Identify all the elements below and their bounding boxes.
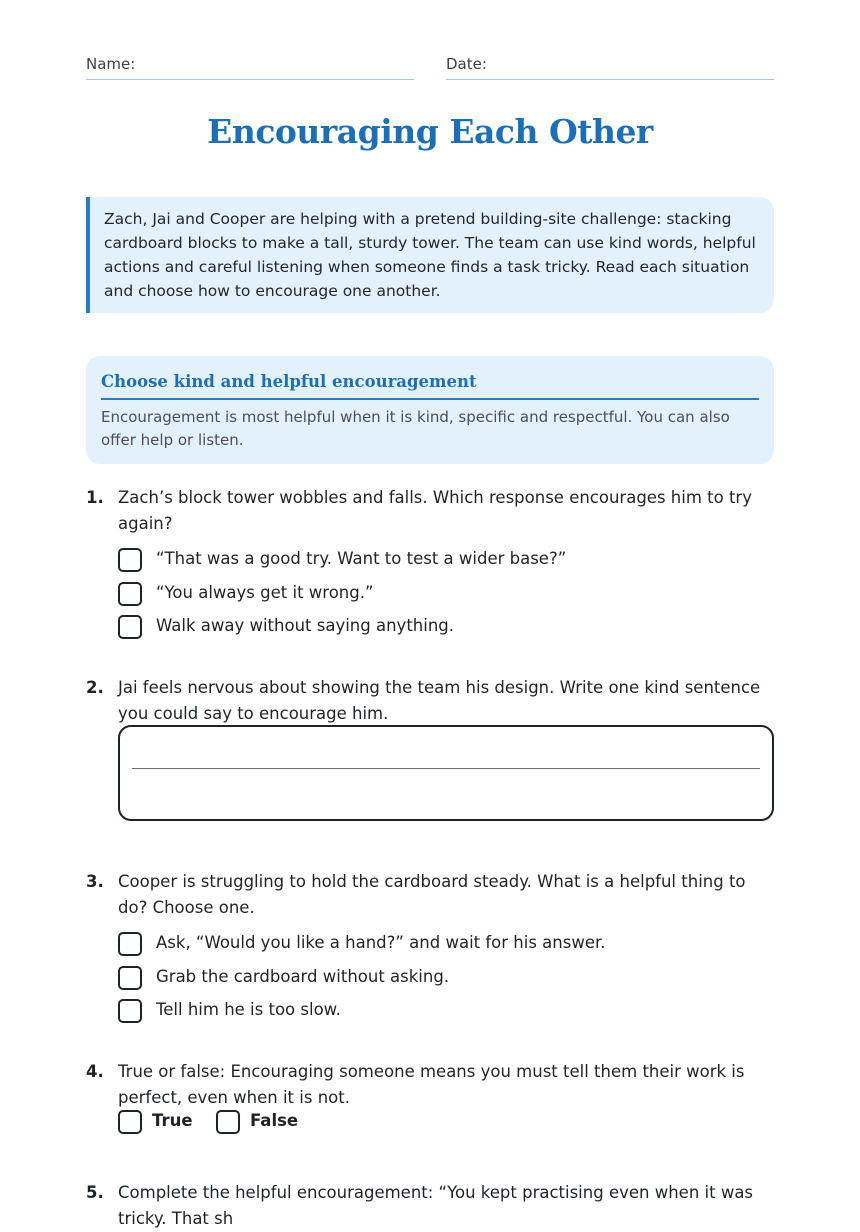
checkbox[interactable] [118, 1110, 142, 1134]
checkbox[interactable] [118, 615, 142, 639]
section-description: Encouragement is most helpful when it is kind, specific and respectful. You can also offer help or listen. [101, 408, 730, 449]
checkbox[interactable] [118, 582, 142, 606]
question-number: 5. [86, 1183, 104, 1202]
checkbox[interactable] [216, 1110, 240, 1134]
header-fields [86, 54, 774, 80]
name-label: Name: [86, 55, 136, 73]
section-box [86, 356, 774, 464]
date-field[interactable] [446, 54, 774, 80]
answer-box[interactable] [118, 725, 774, 821]
name-field[interactable] [86, 54, 414, 80]
question-3 [86, 869, 774, 1029]
question-text: Complete the helpful encouragement: “You kept practising even when it was tricky. That sh [118, 1183, 754, 1228]
intro-callout: Zach, Jai and Cooper are helping with a pretend building-site challenge: stacking cardboard blocks to make a tall, sturdy tower. The team can use kind words, helpful actions and careful listening when someone finds a task tricky. Read each situation and choose how to encourage one another. [86, 197, 774, 313]
option-label: Tell him he is too slow. [156, 1000, 341, 1019]
checkbox[interactable] [118, 548, 142, 572]
question-text: Jai feels nervous about showing the team his design. Write one kind sentence you could say to encourage him. [118, 678, 761, 723]
checkbox[interactable] [118, 932, 142, 956]
option-label: False [250, 1111, 299, 1130]
question-text: Cooper is struggling to hold the cardboard steady. What is a helpful thing to do? Choose one. [118, 872, 746, 917]
date-label: Date: [446, 55, 487, 73]
writing-line [132, 768, 760, 769]
question-number: 3. [86, 872, 104, 891]
option-label: Grab the cardboard without asking. [156, 967, 450, 986]
option-label: True [152, 1111, 193, 1130]
question-text: True or false: Encouraging someone means you must tell them their work is perfect, even when it is not. [118, 1062, 745, 1107]
checkbox[interactable] [118, 966, 142, 990]
question-number: 4. [86, 1062, 104, 1081]
page-title: Encouraging Each Other [207, 112, 653, 151]
option-label: “You always get it wrong.” [156, 583, 374, 602]
question-4 [86, 1059, 774, 1149]
question-number: 1. [86, 488, 104, 507]
question-text: Zach’s block tower wobbles and falls. Which response encourages him to try again? [118, 488, 752, 533]
option-label: “That was a good try. Want to test a wider base?” [156, 549, 567, 568]
question-5 [86, 1180, 774, 1228]
question-2 [86, 675, 774, 835]
section-title: Choose kind and helpful encouragement [101, 370, 759, 400]
option-label: Walk away without saying anything. [156, 616, 455, 635]
question-1 [86, 485, 774, 645]
option-label: Ask, “Would you like a hand?” and wait for his answer. [156, 933, 606, 952]
question-number: 2. [86, 678, 104, 697]
checkbox[interactable] [118, 999, 142, 1023]
